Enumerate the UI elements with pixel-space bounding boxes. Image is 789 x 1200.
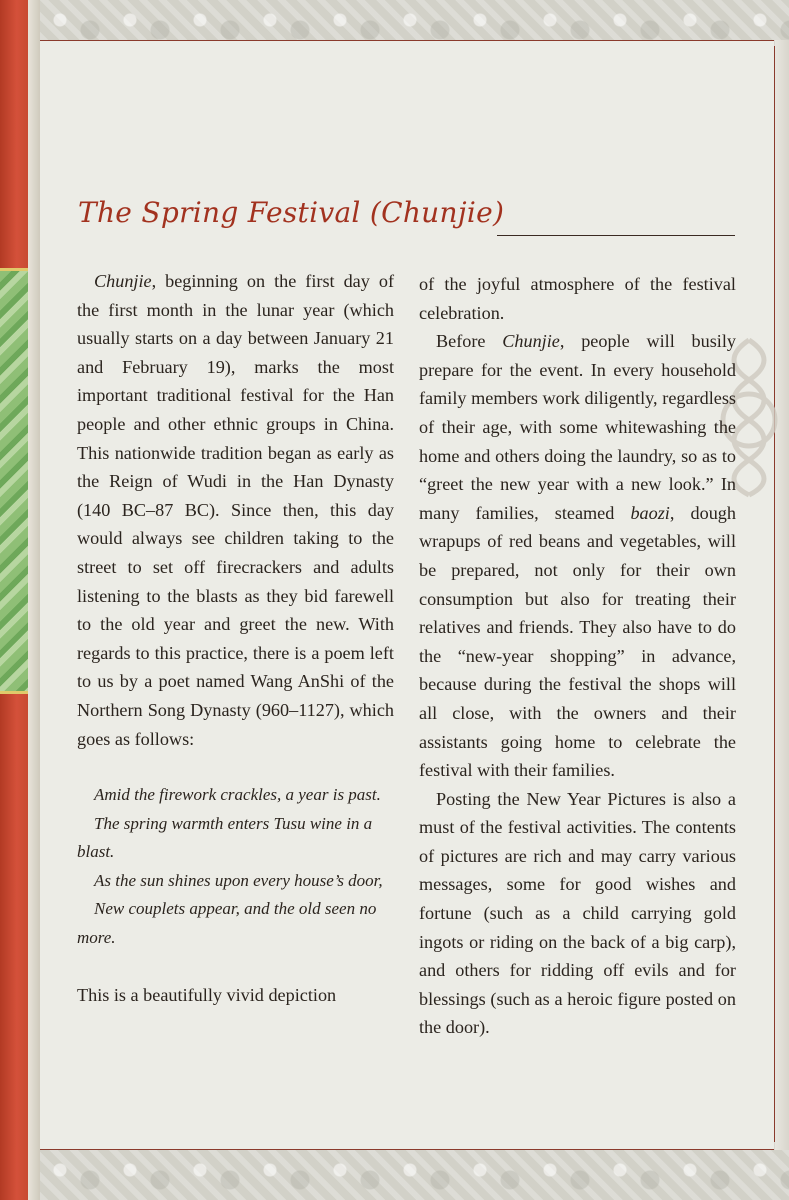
title-underline	[497, 235, 735, 236]
poem-line: Amid the firework crackles, a year is past.	[94, 785, 381, 805]
panel-right-rule	[774, 46, 775, 1142]
intro-paragraph	[77, 267, 394, 753]
closing-text: This is a beautifully vivid depiction	[77, 984, 337, 1005]
poem	[77, 781, 394, 953]
term-baozi: baozi	[630, 502, 670, 523]
intro-text: , beginning on the first day of the first month in the lunar year (which usually starts on a day between January 21 and February 19), marks the most important traditional festival for the Han people and other ethnic groups in China. This nationwide tradition began as early as the Reign of Wudi in the Han Dynasty (140 BC–87 BC). Since then, this day would always see children taking to the street to set off firecrackers and adults listening to the blasts as they bid farewell to the old year and greet the new. With regards to this practice, there is a poem left to us by a poet named Wang AnShi of the Northern Song Dynasty (960–1127), which goes as follows:	[77, 271, 394, 749]
poem-line: New couplets appear, and the old seen no more.	[77, 899, 377, 948]
book-spine-ornament	[0, 268, 28, 694]
left-column	[77, 267, 394, 1009]
new-year-pictures-paragraph: Posting the New Year Pictures is also a must of the festival activities. The contents of pictures are rich and may carry various messages, some for good wishes and fortune (such as a child carrying gold ingots or riding on the back of a big carp), and others for ridding off evils and for blessings (such as a heroic figure posted on the door).	[419, 788, 736, 1038]
page-right-edge	[775, 40, 789, 1150]
decorative-band-bottom	[40, 1150, 789, 1200]
preparation-paragraph	[419, 327, 736, 785]
poem-line: The spring warmth enters Tusu wine in a blast.	[77, 813, 373, 862]
p2-start: Before	[436, 331, 503, 352]
decorative-band-top	[40, 0, 789, 40]
page-gutter	[28, 0, 40, 1200]
right-column	[419, 270, 736, 1042]
poem-line: As the sun shines upon every house’s door,	[94, 870, 383, 890]
term-chunjie: Chunjie	[502, 331, 560, 352]
p2-mid: , people will busily prepare for the event. In every household family members work diligently, regardless of their age, with some whitewashing the home and others doing the laundry, so as to “greet the new year with a new look.” In many families, steamed	[419, 331, 736, 523]
article-title: The Spring Festival (Chunjie)	[78, 196, 505, 229]
p2-end: , dough wrapups of red beans and vegetables, will be prepared, not only for their own consumption but also for treating their relatives and friends. They also have to do the “new-year shopping” in advance, because during the festival the shops will all close, with the owners and their assistants going home to celebrate the festival with their families.	[419, 502, 736, 781]
continuation-paragraph: of the joyful atmosphere of the festival celebration.	[419, 274, 736, 323]
term-chunjie: Chunjie	[94, 271, 152, 291]
